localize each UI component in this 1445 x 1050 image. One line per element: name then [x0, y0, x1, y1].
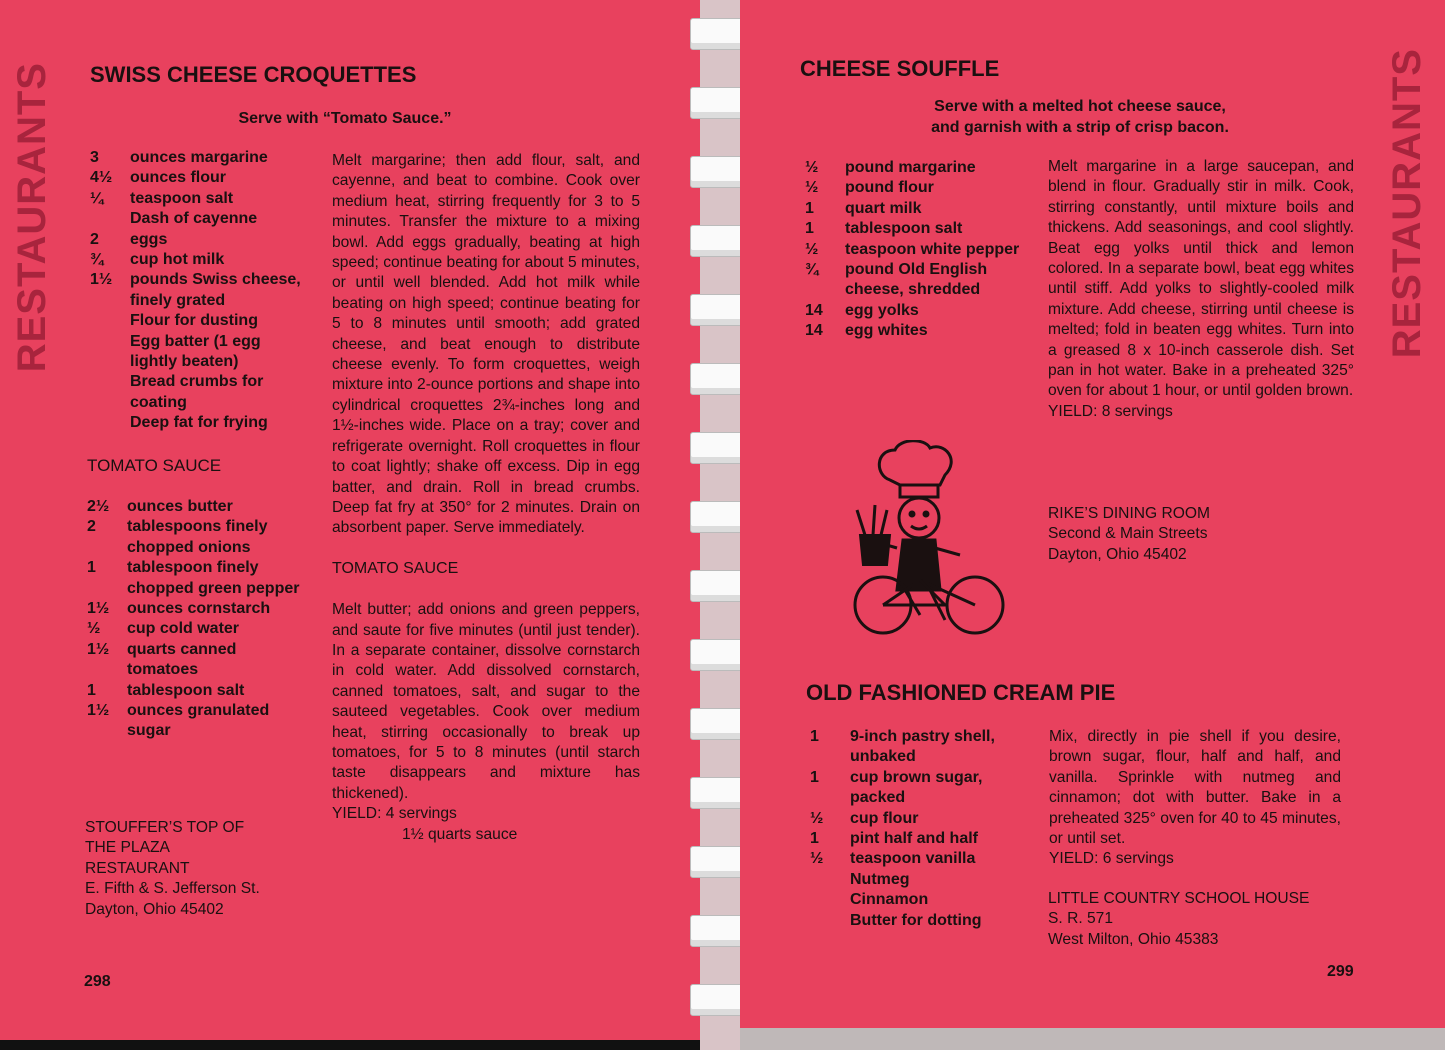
ingredient-row	[805, 321, 1045, 341]
ingredient-quantity	[810, 747, 850, 767]
ingredient-text: tablespoon salt	[845, 220, 963, 238]
page-edge	[740, 1028, 1445, 1050]
ingredient-quantity	[810, 911, 850, 931]
ingredient-quantity: 1½	[87, 600, 110, 618]
ingredient-quantity: ½	[805, 179, 819, 197]
ingredient-row	[87, 517, 327, 537]
sauce-directions-text: Melt butter; add onions and green peppers, and saute for five minutes (until just tender). In a separate container, dissolve cornstarch in cold water. Add dissolved cornstarch, canned tomatoes, salt, and sugar to the sauteed vegetables. Cook over medium heat, stirring occasionally to break up tomatoes, for 5 to 8 minutes (until starch taste disappears and mixture has thickened).	[332, 601, 640, 802]
ingredient-row	[810, 788, 1050, 808]
ingredient-row	[805, 240, 1045, 260]
ingredient-row	[810, 829, 1050, 849]
ingredient-text: Dash of cayenne	[130, 210, 258, 228]
ingredient-row	[87, 497, 327, 517]
yield-text: YIELD: 4 servings	[332, 805, 457, 823]
ingredient-text: teaspoon salt	[130, 189, 234, 207]
ingredient-row	[87, 599, 327, 619]
attribution-line: RIKE’S DINING ROOM	[1048, 505, 1211, 522]
directions-text: Mix, directly in pie shell if you desire, brown sugar, flour, half and half, and vanilla. Sprinkle with nutmeg and cinnamon; dot with butter. Bake in a preheated 325° oven for 40 to 45 minutes, or until set.	[1049, 728, 1341, 848]
ingredient-row	[87, 619, 327, 639]
ingredient-row	[90, 209, 330, 229]
ingredient-row	[810, 747, 1050, 767]
ingredient-quantity: 1	[87, 681, 96, 699]
ingredient-row	[90, 291, 330, 311]
ingredient-text: packed	[850, 789, 906, 807]
attribution-line: THE PLAZA	[85, 839, 170, 857]
ingredient-quantity	[805, 280, 845, 300]
ingredient-row	[810, 870, 1050, 890]
ingredient-text: coating	[130, 393, 187, 411]
ingredient-quantity: 3	[90, 149, 99, 166]
ingredient-quantity	[87, 579, 127, 599]
ingredient-text: tablespoon salt	[127, 681, 245, 699]
ingredient-text: ounces butter	[127, 498, 233, 515]
sauce-ingredient-list	[87, 497, 327, 742]
ingredient-text: pound Old English	[845, 261, 988, 279]
attribution-line: STOUFFER’S TOP OF	[85, 819, 245, 836]
ingredient-row	[90, 372, 330, 392]
ingredient-row	[90, 168, 330, 188]
restaurant-attribution	[1048, 889, 1309, 950]
ingredient-text: cheese, shredded	[845, 281, 981, 299]
recipe-title: CHEESE SOUFFLE	[800, 56, 1000, 81]
ingredient-text: cup flour	[850, 809, 919, 827]
ingredient-quantity: 2½	[87, 498, 110, 515]
ingredient-row	[90, 189, 330, 209]
ingredient-row	[90, 148, 330, 168]
ingredient-quantity	[87, 660, 127, 680]
ingredient-list	[90, 148, 330, 434]
ingredient-text: teaspoon white pepper	[845, 240, 1020, 258]
ingredient-quantity: 1	[805, 199, 814, 217]
ingredient-quantity	[90, 352, 130, 372]
ingredient-row	[87, 721, 327, 741]
ingredient-text: Egg batter (1 egg	[130, 332, 261, 350]
ingredient-quantity	[90, 413, 130, 433]
ingredient-text: pound flour	[845, 179, 934, 197]
recipe-title: OLD FASHIONED CREAM PIE	[806, 680, 1116, 705]
ingredient-text: chopped green pepper	[127, 579, 300, 597]
directions-sauce-heading: TOMATO SAUCE	[332, 559, 459, 577]
ingredient-quantity	[87, 538, 127, 558]
ingredient-row	[90, 393, 330, 413]
recipe-title: SWISS CHEESE CROQUETTES	[90, 62, 417, 87]
attribution-line: Second & Main Streets	[1048, 525, 1208, 543]
ingredient-quantity	[90, 372, 130, 392]
side-tab-restaurants: RESTAURANTS	[10, 62, 54, 373]
ingredient-text: tomatoes	[127, 661, 199, 679]
ingredient-quantity: 1	[810, 728, 819, 745]
ingredient-text: pint half and half	[850, 830, 978, 848]
directions-text: Melt margarine; then add flour, salt, and cayenne, and beat to combine. Cook over medium heat, stirring frequently for 3 to 5 minutes. Transfer the mixture to a mixing bowl. Add eggs gradually, beating at high speed; continue beating for about 5 minutes, or until well blended. Add hot milk while beating on high speed; continue beating for 5 to 8 minutes until smooth; add grated cheese, and beat enough to distribute cheese evenly. To form croquettes, weigh mixture into 2-ounce portions and shape into cylindrical croquettes 2¾-inches long and 1½-inches wide. Place on a tray; cover and refrigerate overnight. Roll croquettes in flour to coat lightly; shake off excess. Dip in egg batter, and drain. Roll in bread crumbs. Deep fat fry at 350° for 2 minutes. Drain on absorbent paper. Serve immediately.	[332, 152, 640, 537]
ingredient-text: tablespoons finely	[127, 518, 268, 536]
page-number: 299	[1327, 963, 1354, 980]
ingredient-text: Bread crumbs for	[130, 373, 264, 391]
ingredient-quantity: 1	[810, 768, 819, 786]
ingredient-quantity: 1½	[87, 640, 110, 658]
ingredient-quantity	[90, 291, 130, 311]
ingredient-text: pounds Swiss cheese,	[130, 271, 301, 289]
ingredient-text: quarts canned	[127, 640, 237, 658]
recipe-subtitle	[890, 96, 1270, 138]
ingredient-quantity: 1	[87, 559, 96, 577]
ingredient-quantity: 14	[805, 301, 823, 319]
ingredient-row	[90, 250, 330, 270]
ingredient-text: pound margarine	[845, 159, 976, 176]
ingredient-text: egg whites	[845, 322, 928, 340]
ingredient-text: ounces flour	[130, 169, 227, 187]
pie-ingredient-list	[810, 727, 1050, 931]
subtitle-line: Serve with a melted hot cheese sauce,	[934, 98, 1226, 115]
yield-sauce-text: 1½ quarts sauce	[402, 825, 518, 843]
attribution-line: West Milton, Ohio 45383	[1048, 930, 1219, 948]
ingredient-quantity: 1	[810, 830, 819, 848]
right-page	[740, 0, 1445, 1040]
ingredient-quantity	[810, 890, 850, 910]
ingredient-row	[90, 413, 330, 433]
ingredient-text: cup hot milk	[130, 251, 225, 269]
ingredient-quantity: ¾	[805, 261, 819, 279]
ingredient-quantity	[90, 332, 130, 352]
ingredient-text: sugar	[127, 722, 171, 740]
directions-column	[1048, 157, 1354, 422]
ingredient-text: 9-inch pastry shell,	[850, 728, 995, 745]
ingredient-quantity: 2	[87, 518, 96, 536]
ingredient-quantity	[90, 209, 130, 229]
restaurant-attribution	[85, 818, 260, 920]
attribution-line: S. R. 571	[1048, 910, 1114, 928]
ingredient-row	[90, 311, 330, 331]
ingredient-row	[810, 768, 1050, 788]
restaurant-attribution	[1048, 504, 1210, 565]
ingredient-row	[87, 660, 327, 680]
ingredient-text: unbaked	[850, 748, 916, 766]
ingredient-text: Deep fat for frying	[130, 414, 268, 432]
ingredient-row	[810, 727, 1050, 747]
ingredient-text: ounces margarine	[130, 149, 268, 166]
ingredient-row	[87, 681, 327, 701]
yield-text: YIELD: 6 servings	[1049, 850, 1174, 868]
ingredient-row	[805, 260, 1045, 280]
ingredient-quantity: 1½	[87, 702, 110, 720]
side-tab-restaurants: RESTAURANTS	[1385, 48, 1429, 359]
sauce-heading: TOMATO SAUCE	[87, 456, 222, 475]
attribution-line: LITTLE COUNTRY SCHOOL HOUSE	[1048, 890, 1310, 907]
ingredient-row	[805, 280, 1045, 300]
ingredient-quantity	[90, 393, 130, 413]
ingredient-text: Cinnamon	[850, 891, 929, 909]
ingredient-row	[87, 640, 327, 660]
chef-bicycle-illustration	[845, 440, 1015, 640]
ingredient-quantity: ¾	[90, 251, 104, 269]
ingredient-quantity: ½	[810, 850, 824, 868]
ingredient-row	[805, 158, 1045, 178]
directions-text: Melt margarine in a large saucepan, and blend in flour. Gradually stir in milk. Cook, stirring constantly, until mixture boils and thickens. Add seasonings, and cool slightly. Beat egg yolks until thick and lemon colored. In a separate bowl, beat egg whites until stiff. Add yolks to slightly-cooled milk mixture. Add cheese, stirring until cheese is melted; fold in beaten egg whites. Turn into a greased 8 x 10-inch casserole dish. Set pan in hot water. Bake in a preheated 325° oven for about 1 hour, or until golden brown.	[1048, 158, 1354, 400]
ingredient-list	[805, 158, 1045, 342]
ingredient-row	[805, 219, 1045, 239]
ingredient-row	[90, 270, 330, 290]
ingredient-text: Butter for dotting	[850, 911, 982, 929]
ingredient-row	[810, 890, 1050, 910]
ingredient-text: teaspoon vanilla	[850, 850, 976, 868]
ingredient-row	[810, 809, 1050, 829]
ingredient-quantity: 1	[805, 220, 814, 238]
yield-text: YIELD: 8 servings	[1048, 402, 1173, 420]
ingredient-quantity	[90, 311, 130, 331]
ingredient-quantity	[87, 721, 127, 741]
ingredient-row	[87, 579, 327, 599]
ingredient-text: chopped onions	[127, 538, 251, 556]
ingredient-quantity: 2	[90, 230, 99, 248]
pie-directions-column	[1049, 727, 1341, 870]
ingredient-row	[805, 301, 1045, 321]
ingredient-quantity: 14	[805, 322, 823, 340]
ingredient-row	[87, 558, 327, 578]
ingredient-text: ounces cornstarch	[127, 600, 271, 618]
attribution-line: E. Fifth & S. Jefferson St.	[85, 880, 260, 898]
ingredient-text: Nutmeg	[850, 870, 910, 888]
ingredient-row	[805, 199, 1045, 219]
ingredient-text: Flour for dusting	[130, 312, 258, 330]
ingredient-quantity: ½	[805, 240, 819, 258]
ingredient-quantity	[810, 788, 850, 808]
ingredient-text: lightly beaten)	[130, 353, 239, 371]
ingredient-quantity: ¼	[90, 189, 104, 207]
left-page	[0, 0, 700, 1040]
recipe-subtitle: Serve with “Tomato Sauce.”	[238, 110, 452, 127]
ingredient-row	[90, 230, 330, 250]
ingredient-quantity: 1½	[90, 271, 113, 289]
ingredient-text: tablespoon finely	[127, 559, 259, 577]
ingredient-quantity: ½	[87, 620, 101, 638]
attribution-line: Dayton, Ohio 45402	[1048, 545, 1187, 563]
ingredient-quantity: ½	[805, 159, 819, 176]
attribution-line: Dayton, Ohio 45402	[85, 900, 224, 918]
directions-column	[332, 151, 640, 845]
ingredient-row	[810, 849, 1050, 869]
ingredient-text: cup cold water	[127, 620, 240, 638]
ingredient-quantity	[810, 870, 850, 890]
attribution-line: RESTAURANT	[85, 859, 190, 877]
ingredient-row	[90, 332, 330, 352]
ingredient-text: egg yolks	[845, 301, 919, 319]
ingredient-row	[87, 538, 327, 558]
ingredient-row	[805, 178, 1045, 198]
subtitle-line: and garnish with a strip of crisp bacon.	[931, 119, 1229, 136]
ingredient-text: ounces granulated	[127, 702, 270, 720]
ingredient-text: quart milk	[845, 199, 922, 217]
ingredient-text: finely grated	[130, 291, 226, 309]
ingredient-row	[810, 911, 1050, 931]
ingredient-row	[90, 352, 330, 372]
ingredient-text: eggs	[130, 230, 168, 248]
ingredient-quantity: 4½	[90, 169, 113, 187]
ingredient-row	[87, 701, 327, 721]
ingredient-quantity: ½	[810, 809, 824, 827]
ingredient-text: cup brown sugar,	[850, 768, 983, 786]
page-number: 298	[84, 973, 111, 990]
